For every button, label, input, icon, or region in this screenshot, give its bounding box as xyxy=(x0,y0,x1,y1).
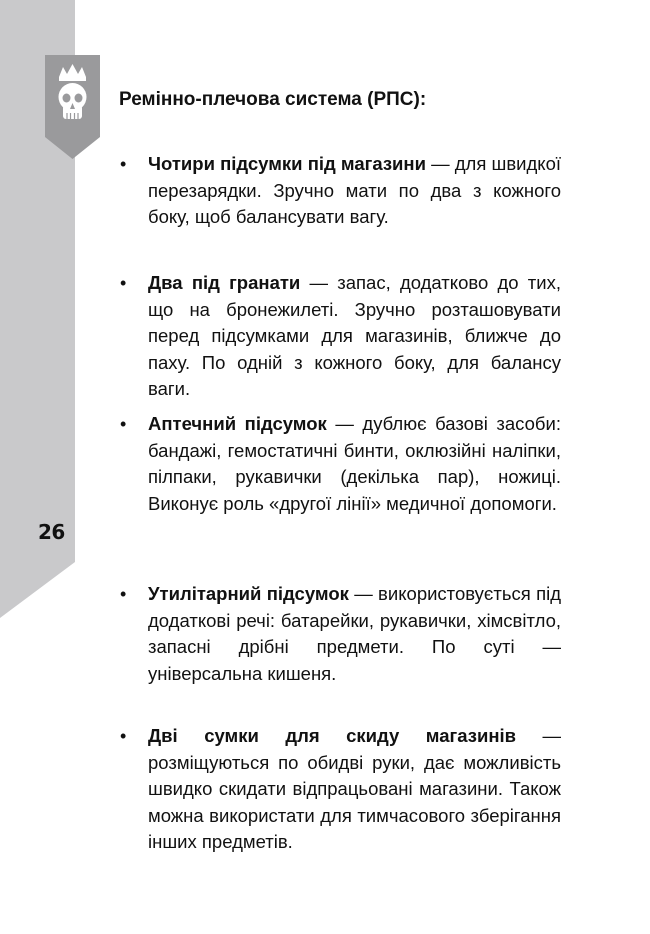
item-title: Аптечний підсумок xyxy=(148,413,327,434)
item-title: Утилітарний підсумок xyxy=(148,583,349,604)
item-title: Два під гранати xyxy=(148,272,301,293)
item-text: — запас, додатково до тих, що на бронежилеті. Зручно розташовувати перед підсумками для магазинів, ближче до паху. По одній з кожного боку, для балансу ваги. xyxy=(148,272,561,399)
bullet-icon: • xyxy=(120,414,127,434)
item-text: — дублює базові засоби: бандажі, гемостатичні бинти, оклюзійні наліпки, пілпаки, рукавички (декілька пар), ножиці. Виконує роль «другої лінії» медичної допомоги. xyxy=(148,413,561,514)
item-title: Дві сумки для скиду магазинів xyxy=(148,725,517,746)
item-text: — використовується під додаткові речі: батарейки, рукавички, хімсвітло, запасні дрібні предмети. По суті — універсальна кишеня. xyxy=(148,583,561,684)
list-item xyxy=(120,581,561,687)
list-item xyxy=(120,151,562,231)
page-number: 26 xyxy=(38,520,65,544)
crowned-skull-shield-icon xyxy=(45,55,100,160)
list-item xyxy=(120,723,562,856)
bullet-icon: • xyxy=(120,154,127,174)
item-title: Чотири підсумки під магазини xyxy=(148,153,426,174)
bullet-icon: • xyxy=(120,273,127,293)
list-item xyxy=(120,270,561,403)
bullet-icon: • xyxy=(120,584,127,604)
item-text: — розміщуються по обидві руки, дає можливість швидко скидати відпрацьовані магазини. Також можна використати для тимчасового зберігання інших предметів. xyxy=(148,725,562,852)
bullet-icon: • xyxy=(120,726,127,746)
list-item xyxy=(120,411,561,517)
item-text: — для швидкої перезарядки. Зручно мати по два з кожного боку, щоб балансувати вагу. xyxy=(148,153,562,227)
section-heading: Ремінно-плечова система (РПС): xyxy=(119,89,427,110)
